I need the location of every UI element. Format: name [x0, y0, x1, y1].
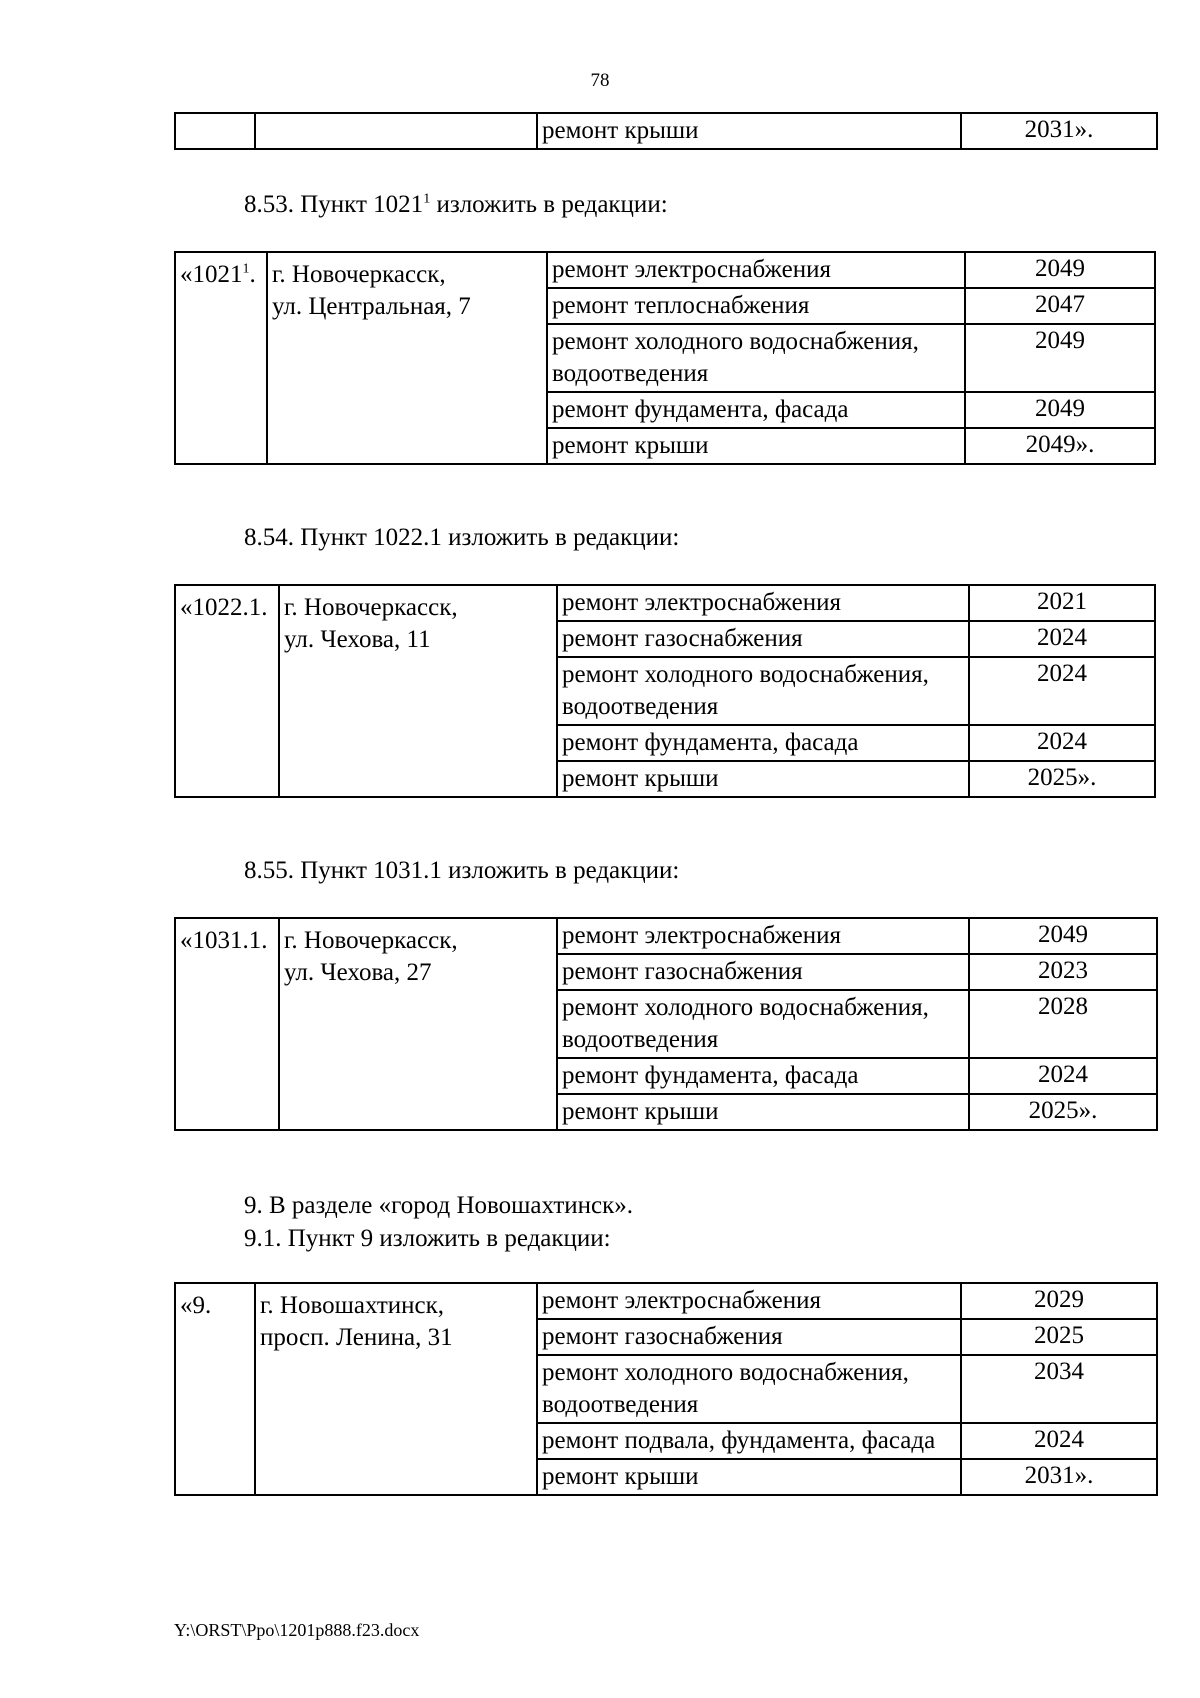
work-cell: ремонт холодного водоснабжения, водоотведения [537, 1355, 961, 1423]
work-cell: ремонт электроснабжения [557, 585, 969, 621]
work-cell: ремонт крыши [557, 761, 969, 797]
year-cell: 2047 [965, 288, 1155, 324]
repair-table-1022-1 [174, 584, 1156, 798]
year-cell: 2031». [961, 113, 1157, 149]
work-cell: ремонт крыши [537, 1459, 961, 1495]
num-cell: «1021$^1$. [175, 252, 267, 464]
year-cell: 2028 [969, 990, 1157, 1058]
year-cell: 2024 [969, 725, 1155, 761]
work-cell: ремонт фундамента, фасада [547, 392, 965, 428]
year-cell: 2049 [965, 392, 1155, 428]
work-cell: ремонт электроснабжения [537, 1283, 961, 1319]
section-heading: 8.53. Пункт 1021$^1$ изложить в редакции: [244, 191, 668, 218]
work-cell: ремонт газоснабжения [537, 1319, 961, 1355]
repair-table-1021 [174, 251, 1156, 465]
year-cell: 2034 [961, 1355, 1157, 1423]
work-cell: ремонт крыши [537, 113, 961, 149]
year-cell: 2023 [969, 954, 1157, 990]
num-cell: «1022.1. [175, 585, 279, 797]
year-cell: 2029 [961, 1283, 1157, 1319]
section-heading: 9. В разделе «город Новошахтинск». [244, 1192, 634, 1219]
page-number: 78 [590, 70, 610, 91]
year-cell: 2024 [969, 657, 1155, 725]
year-cell: 2024 [969, 1058, 1157, 1094]
repair-table-1031-1 [174, 917, 1158, 1131]
work-cell: ремонт холодного водоснабжения, водоотведения [557, 657, 969, 725]
num-cell: «9. [175, 1283, 255, 1495]
address-cell: г. Новошахтинск, просп. Ленина, 31 [255, 1283, 537, 1495]
work-cell: ремонт холодного водоснабжения, водоотведения [557, 990, 969, 1058]
address-cell: г. Новочеркасск, ул. Центральная, 7 [267, 252, 547, 464]
table-row [175, 1283, 1157, 1319]
work-cell: ремонт электроснабжения [557, 918, 969, 954]
address-cell: г. Новочеркасск, ул. Чехова, 27 [279, 918, 557, 1130]
work-cell: ремонт электроснабжения [547, 252, 965, 288]
table-row [175, 113, 1157, 149]
work-cell: ремонт крыши [557, 1094, 969, 1130]
year-cell: 2049 [969, 918, 1157, 954]
year-cell: 2049». [965, 428, 1155, 464]
repair-table-9 [174, 1282, 1158, 1496]
work-cell: ремонт газоснабжения [557, 621, 969, 657]
work-cell: ремонт фундамента, фасада [557, 725, 969, 761]
table-row [175, 585, 1155, 621]
year-cell: 2024 [961, 1423, 1157, 1459]
work-cell: ремонт подвала, фундамента, фасада [537, 1423, 961, 1459]
work-cell: ремонт холодного водоснабжения, водоотведения [547, 324, 965, 392]
table-row [175, 252, 1155, 288]
year-cell: 2049 [965, 252, 1155, 288]
year-cell: 2049 [965, 324, 1155, 392]
year-cell: 2025 [961, 1319, 1157, 1355]
address-cell: г. Новочеркасск, ул. Чехова, 11 [279, 585, 557, 797]
work-cell: ремонт теплоснабжения [547, 288, 965, 324]
num-cell: «1031.1. [175, 918, 279, 1130]
year-cell: 2025». [969, 761, 1155, 797]
work-cell: ремонт фундамента, фасада [557, 1058, 969, 1094]
section-heading: 9.1. Пункт 9 изложить в редакции: [244, 1225, 611, 1252]
work-cell: ремонт газоснабжения [557, 954, 969, 990]
continuation-table [174, 112, 1158, 150]
year-cell: 2025». [969, 1094, 1157, 1130]
year-cell: 2031». [961, 1459, 1157, 1495]
num-cell [175, 113, 255, 149]
table-row [175, 918, 1157, 954]
section-heading: 8.54. Пункт 1022.1 изложить в редакции: [244, 524, 680, 551]
footer-file-path: Y:\ORST\Ppo\1201p888.f23.docx [174, 1620, 420, 1640]
address-cell [255, 113, 537, 149]
section-heading: 8.55. Пункт 1031.1 изложить в редакции: [244, 857, 680, 884]
year-cell: 2024 [969, 621, 1155, 657]
work-cell: ремонт крыши [547, 428, 965, 464]
year-cell: 2021 [969, 585, 1155, 621]
